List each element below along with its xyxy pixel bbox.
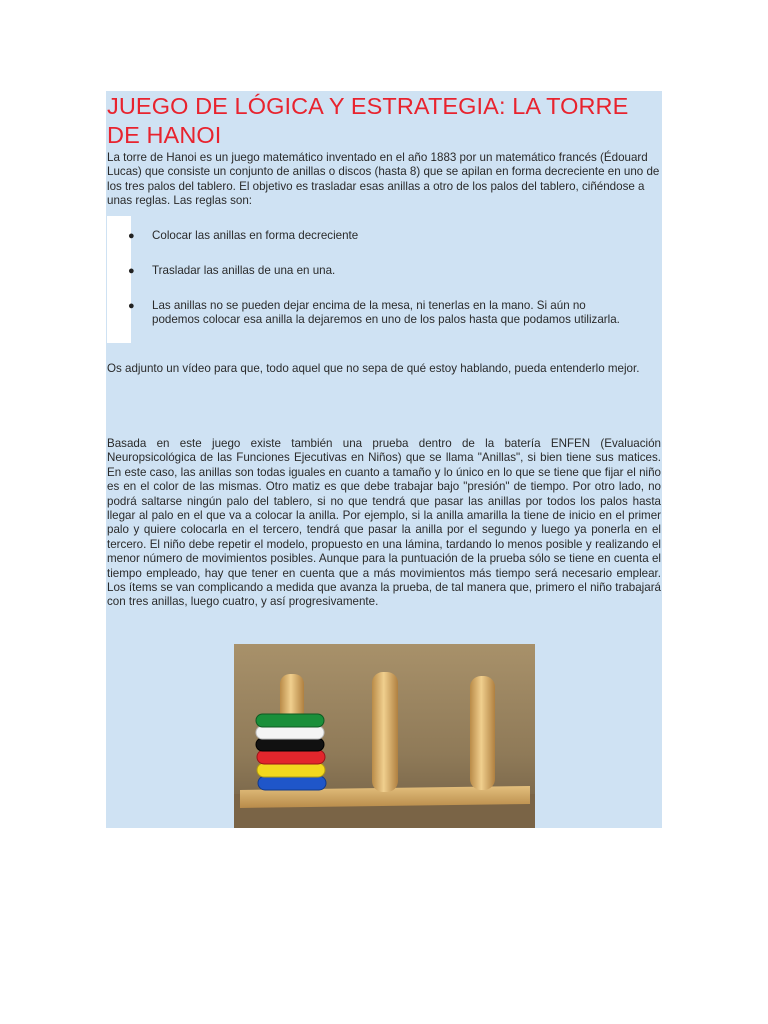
ring-blue <box>258 776 326 790</box>
ring-white <box>256 726 324 739</box>
bullet-icon: ● <box>128 265 135 277</box>
rule-text: Las anillas no se pueden dejar encima de la mesa, ni tenerlas en la mano. Si aún no podemos colocar esa anilla la dejaremos en uno de los palos hasta que podamos utilizarla. <box>152 299 620 327</box>
video-note-paragraph: Os adjunto un vídeo para que, todo aquel que no sepa de qué estoy hablando, pueda entenderlo mejor. <box>107 362 640 375</box>
ring-black <box>256 738 324 751</box>
ring-stack <box>256 714 326 790</box>
bullet-icon: ● <box>128 300 135 312</box>
rule-text: Trasladar las anillas de una en una. <box>152 264 336 277</box>
ring-yellow <box>257 763 325 777</box>
ring-red <box>257 750 325 764</box>
enfen-paragraph: Basada en este juego existe también una prueba dentro de la batería ENFEN (Evaluación Neuropsicológica de las Funciones Ejecutivas en Niños) que se llama "Anillas", si bien tiene sus matices. En este caso, las anillas son todas iguales en cuanto a tamaño y lo único en lo que se tiene que fijar el niño es en el color de las mismas. Otro matiz es que debe trabajar bajo "presión" de tiempo. Por otro lado, no podrá saltarse ningún palo del tablero, si no que tendrá que pasar las anillas por todos los palos hasta llegar al palo en el que va a colocar la anilla. Por ejemplo, si la anilla amarilla la tiene de inicio en el primer palo y quiere colocarla en el tercero, tendrá que pasar la anilla por el segundo y luego ya ponerla en el tercero. El niño debe repetir el modelo, propuesto en una lámina, tardando lo menos posible y realizando el menor número de movimientos posibles. Aunque para la puntuación de la prueba sólo se tiene en cuenta el tiempo empleado, hay que tener en cuenta que a más movimientos más tiempo será necesario emplear. Los ítems se van complicando a medida que avanza la prueba, de tal manera que, primero el niño trabajará con tres anillas, luego cuatro, y así progresivamente. <box>107 437 661 609</box>
tower-of-hanoi-photo <box>234 644 535 828</box>
article-title: JUEGO DE LÓGICA Y ESTRATEGIA: LA TORRE DE HANOI <box>107 93 629 148</box>
peg-2 <box>372 672 398 792</box>
bullet-icon: ● <box>128 230 135 242</box>
ring-green <box>256 714 324 727</box>
rule-text: Colocar las anillas en forma decreciente <box>152 229 359 242</box>
peg-3 <box>470 676 495 790</box>
intro-paragraph: La torre de Hanoi es un juego matemático inventado en el año 1883 por un matemático francés (Édouard Lucas) que consiste un conjunto de anillas o discos (hasta 8) que se apilan en forma decreciente en uno de los tres palos del tablero. El objetivo es trasladar esas anillas a otro de los palos del tablero, ciñéndose a unas reglas. Las reglas son: <box>107 151 660 208</box>
